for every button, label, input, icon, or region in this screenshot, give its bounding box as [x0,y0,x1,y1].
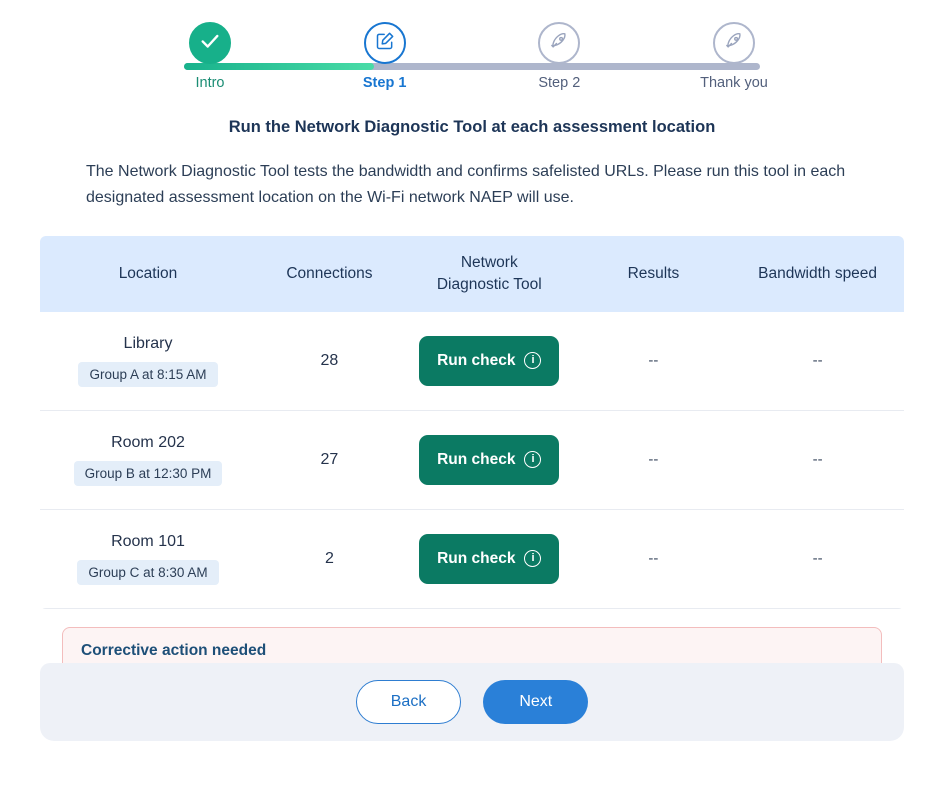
stepper-bubble-step2[interactable] [538,22,580,64]
rocket-icon [549,31,569,56]
info-circle-icon[interactable]: i [524,352,541,369]
connections-count: 27 [320,450,339,468]
bandwidth-value: -- [812,451,823,469]
table-header-results: Results [627,265,680,283]
table-header-location: Location [118,265,178,283]
table-header-network-diagnostic-tool [403,252,576,295]
table-header-row [40,236,904,311]
next-button[interactable]: Next [483,680,588,724]
stepper-label-step1: Step 1 [362,75,407,91]
run-check-label: Run check [437,450,516,468]
page-intro-text: The Network Diagnostic Tool tests the bandwidth and confirms safelisted URLs. Please run this tool in each designated assessment location on the Wi-Fi network NAEP will use. [86,163,846,206]
stepper-item-thank-you[interactable] [674,22,794,91]
alert-title: Corrective action needed [81,641,267,659]
stepper-label-thank-you: Thank you [700,75,768,91]
back-button[interactable]: Back [356,680,462,724]
run-check-label: Run check [437,549,516,567]
table-header-ndt-line2: Diagnostic Tool [436,275,542,293]
location-group-badge: Group C at 8:30 AM [77,560,218,585]
table-row [40,312,904,411]
row-location-cell [40,335,256,387]
page-title: Run the Network Diagnostic Tool at each assessment location [228,118,716,136]
location-name: Room 202 [111,433,185,451]
info-circle-icon[interactable]: i [524,451,541,468]
table-row [40,510,904,609]
table-row [40,411,904,510]
stepper-bubble-step1[interactable] [364,22,406,64]
location-group-badge: Group B at 12:30 PM [74,461,223,486]
stepper-bubble-thank-you[interactable] [713,22,755,64]
run-check-label: Run check [437,351,516,369]
location-group-badge: Group A at 8:15 AM [78,362,217,387]
table-header-ndt-line1: Network [460,254,518,272]
connections-count: 28 [320,351,339,369]
run-check-button[interactable] [419,336,559,386]
row-location-cell [40,533,256,585]
wizard-footer [40,663,904,741]
rocket-icon [724,31,744,56]
pencil-square-icon [375,31,395,56]
stepper-item-step1[interactable] [325,22,445,91]
check-icon [199,30,221,57]
location-name: Library [123,334,173,352]
connections-count: 2 [324,549,334,567]
stepper-bubble-intro[interactable] [189,22,231,64]
stepper-label-step2: Step 2 [538,75,581,91]
info-circle-icon[interactable]: i [524,550,541,567]
run-check-cell [403,534,576,584]
stepper-item-step2[interactable] [499,22,619,91]
results-value: -- [648,451,659,469]
assessment-locations-table [40,236,904,608]
run-check-button[interactable] [419,534,559,584]
results-value: -- [648,550,659,568]
location-name: Room 101 [111,532,185,550]
stepper-label-intro: Intro [195,75,225,91]
progress-stepper [150,22,794,114]
bandwidth-value: -- [812,550,823,568]
stepper-item-intro[interactable] [150,22,270,91]
table-header-bandwidth-speed: Bandwidth speed [758,265,878,283]
bandwidth-value: -- [812,352,823,370]
table-header-connections: Connections [286,265,373,283]
run-check-button[interactable] [419,435,559,485]
run-check-cell [403,336,576,386]
run-check-cell [403,435,576,485]
row-location-cell [40,434,256,486]
results-value: -- [648,352,659,370]
